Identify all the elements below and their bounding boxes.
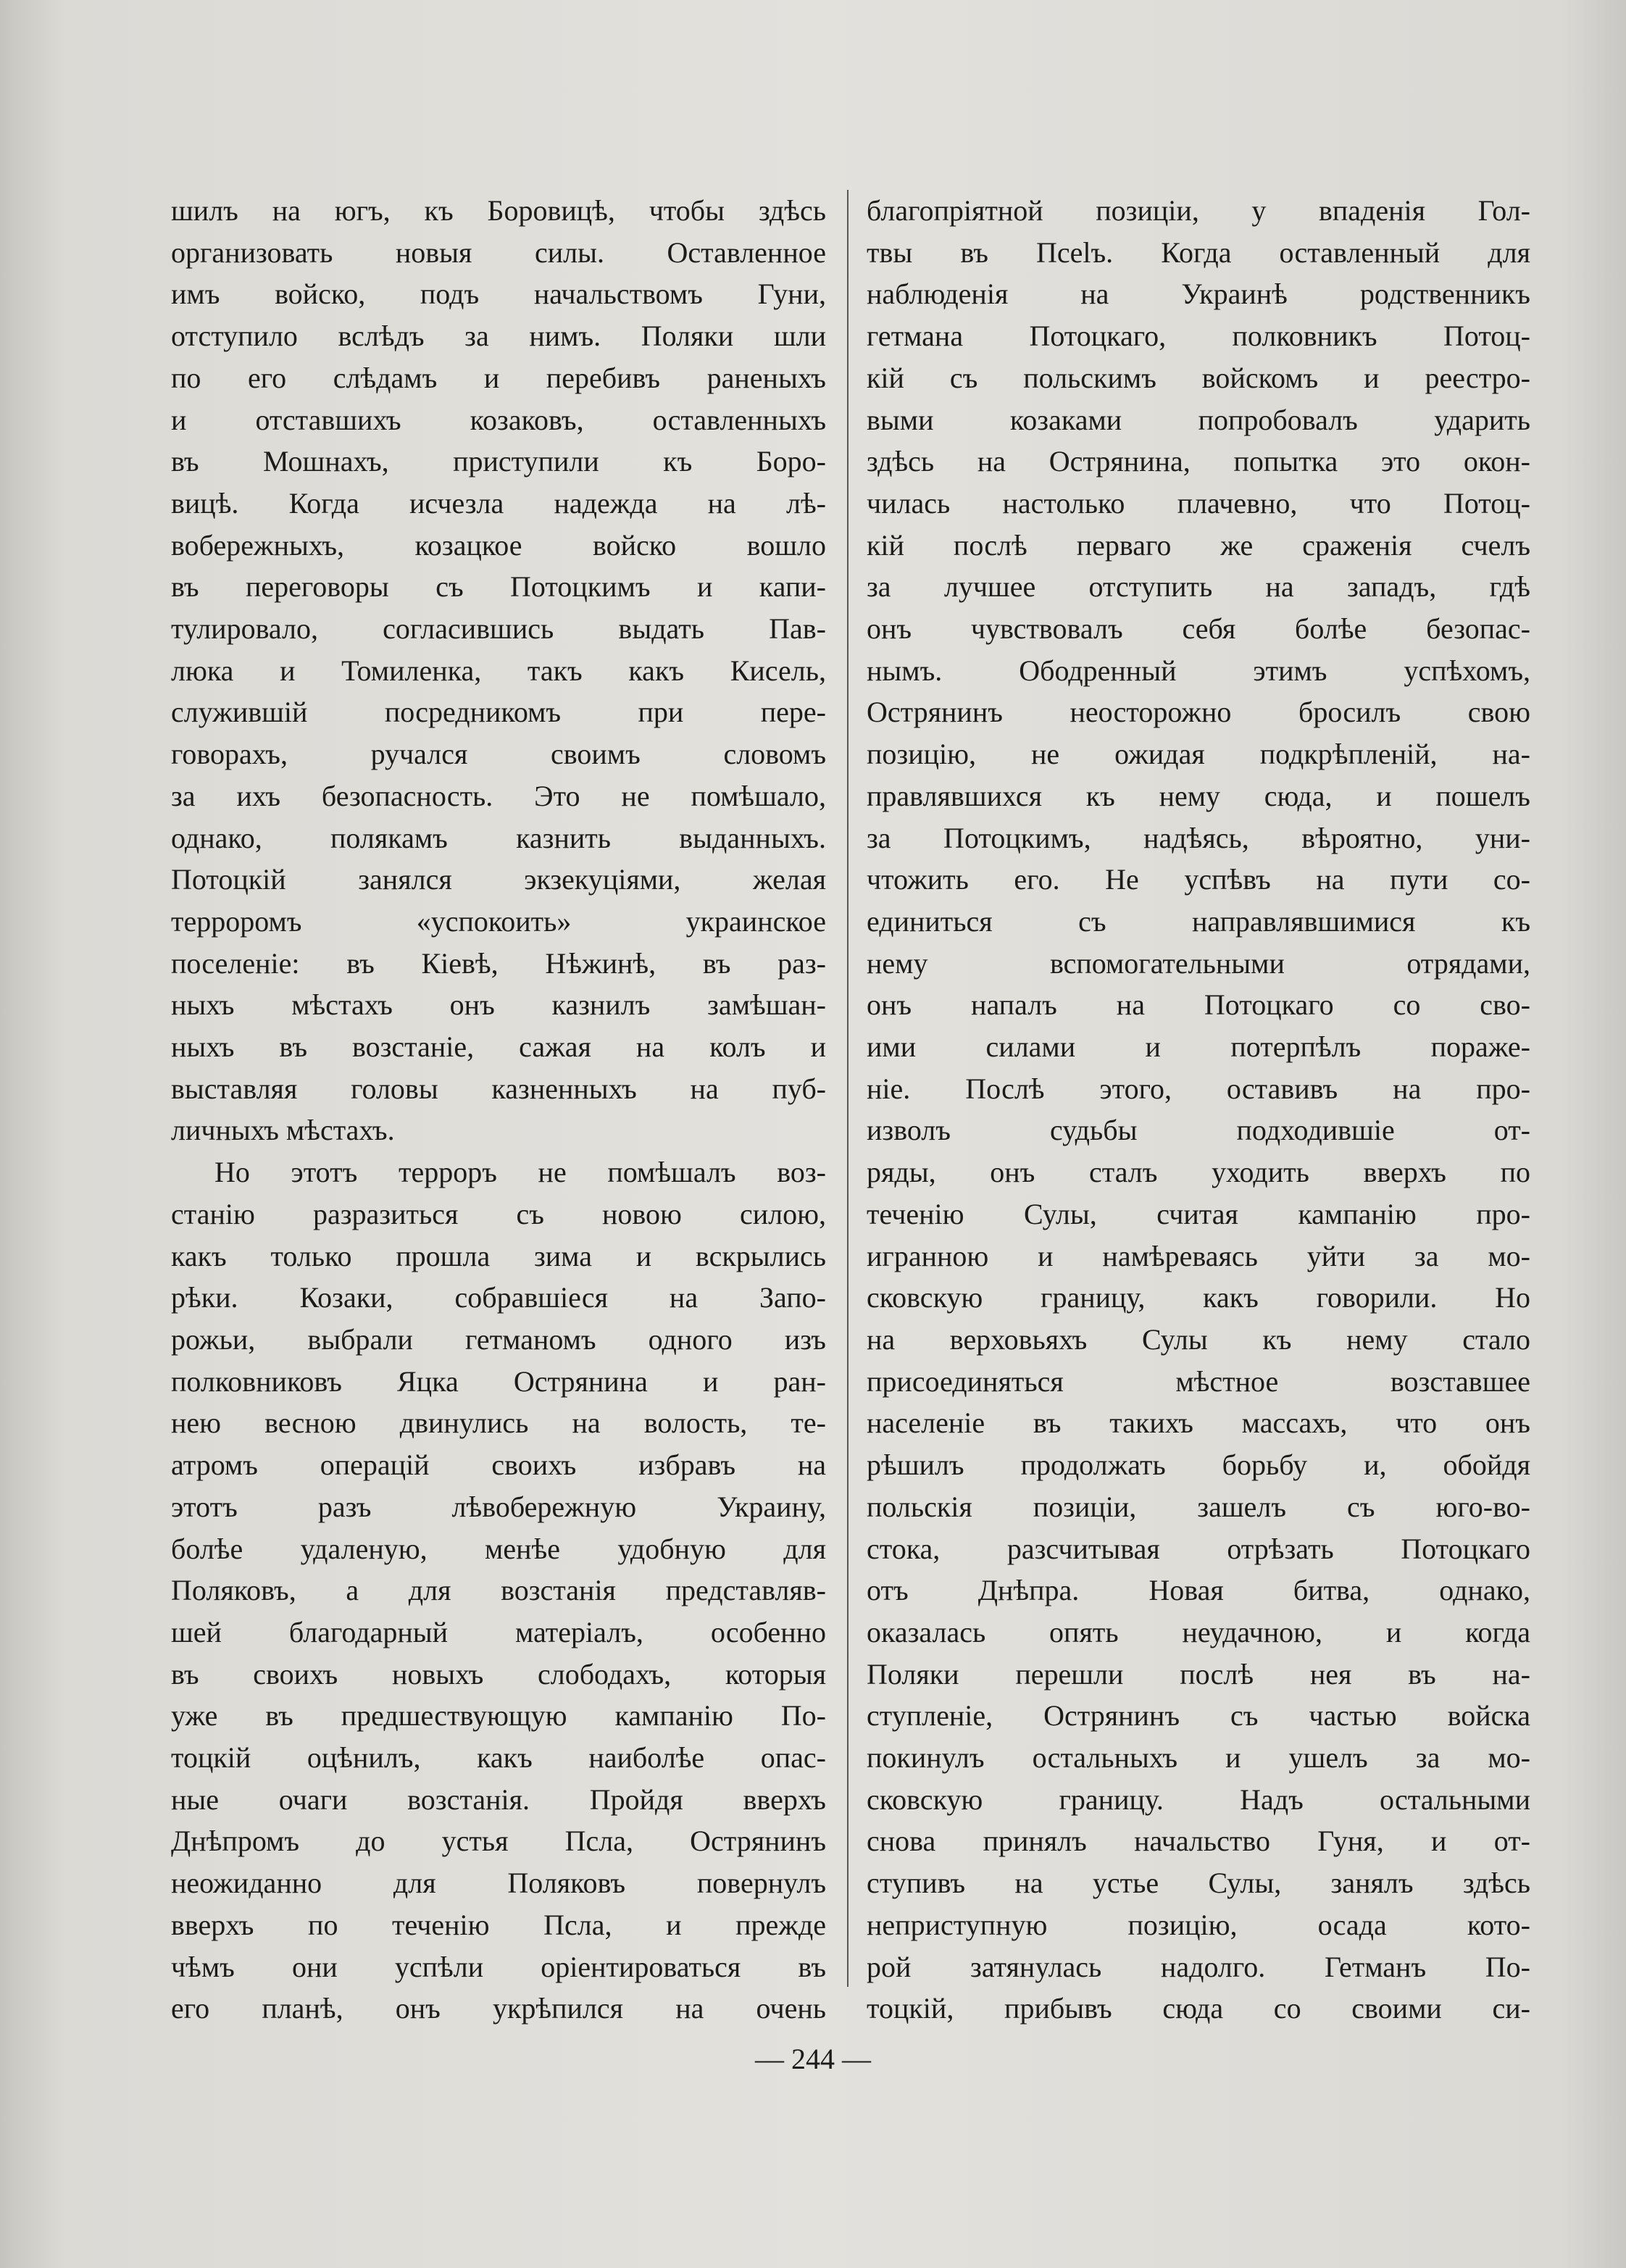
- text-line: Потоцкій занялся экзекуціями, желая: [171, 863, 826, 896]
- text-line: присоединяться мѣстное возставшее: [867, 1364, 1530, 1398]
- text-line: на верховьяхъ Сулы къ нему стало: [867, 1322, 1530, 1356]
- right-text-column: [867, 190, 1530, 2030]
- text-line: шилъ на югъ, къ Боровицѣ, чтобы здѣсь: [171, 194, 826, 227]
- text-line: Острянинъ неосторожно бросилъ свою: [867, 696, 1530, 729]
- text-line: тоцкій, прибывъ сюда со своими си-: [867, 1992, 1530, 2025]
- text-line: ныхъ въ возстаніе, сажая на колъ и: [171, 1030, 826, 1064]
- text-line: теченію Сулы, считая кампанію про-: [867, 1197, 1530, 1230]
- text-line: за лучшее отступить на западъ, гдѣ: [867, 570, 1530, 604]
- text-line: терроромъ «успокоить» украинское: [171, 904, 826, 938]
- text-line: за Потоцкимъ, надѣясь, вѣроятно, уни-: [867, 821, 1530, 854]
- text-line: кій съ польскимъ войскомъ и реестро-: [867, 361, 1530, 394]
- text-line: вицѣ. Когда исчезла надежда на лѣ-: [171, 486, 826, 520]
- text-line: полковниковъ Яцка Острянина и ран-: [171, 1364, 826, 1398]
- text-line: правлявшихся къ нему сюда, и пошелъ: [867, 779, 1530, 812]
- text-line: его планѣ, онъ укрѣпился на очень: [171, 1992, 826, 2025]
- text-line: и отставшихъ козаковъ, оставленныхъ: [171, 403, 826, 436]
- text-line: какъ только прошла зима и вскрылись: [171, 1239, 826, 1272]
- text-line: въ своихъ новыхъ слободахъ, которыя: [171, 1657, 826, 1690]
- text-line: чѣмъ они успѣли оріентироваться въ: [171, 1950, 826, 1983]
- text-line: наблюденія на Украинѣ родственникъ: [867, 278, 1530, 311]
- text-line: рожьи, выбрали гетманомъ одного изъ: [171, 1322, 826, 1356]
- text-line: ими силами и потерпѣлъ пораже-: [867, 1030, 1530, 1064]
- text-line: въ Мошнахъ, приступили къ Боро-: [171, 445, 826, 478]
- text-line: шей благодарный матеріалъ, особенно: [171, 1615, 826, 1648]
- text-line: польскія позиціи, зашелъ съ юго-во-: [867, 1490, 1530, 1523]
- text-line: Поляки перешли послѣ нея въ на-: [867, 1657, 1530, 1690]
- text-line: ступивъ на устье Сулы, занялъ здѣсь: [867, 1867, 1530, 1900]
- text-line: позицію, не ожидая подкрѣпленій, на-: [867, 738, 1530, 771]
- text-line: твы въ Псelъ. Когда оставленный для: [867, 235, 1530, 269]
- text-line: однако, полякамъ казнить выданныхъ.: [171, 821, 826, 854]
- text-line: Поляковъ, а для возстанія представляв-: [171, 1574, 826, 1607]
- text-line: онъ чувствовалъ себя болѣе безопас-: [867, 612, 1530, 646]
- text-line: личныхъ мѣстахъ.: [171, 1114, 395, 1147]
- text-line: выставляя головы казненныхъ на пуб-: [171, 1072, 826, 1105]
- text-line: нею весною двинулись на волость, те-: [171, 1406, 826, 1440]
- text-line: рѣшилъ продолжать борьбу и, обойдя: [867, 1448, 1530, 1482]
- text-line: чилась настолько плачевно, что Потоц-: [867, 486, 1530, 520]
- text-line: оказалась опять неудачною, и когда: [867, 1615, 1530, 1648]
- text-line: организовать новыя силы. Оставленное: [171, 235, 826, 269]
- text-line: игранною и намѣреваясь уйти за мо-: [867, 1239, 1530, 1272]
- text-line: тулировало, согласившись выдать Пав-: [171, 612, 826, 646]
- text-line: снова принялъ начальство Гуня, и от-: [867, 1825, 1530, 1858]
- text-line: неприступную позицію, осада кото-: [867, 1908, 1530, 1941]
- text-line: Но этотъ терроръ не помѣшалъ воз-: [214, 1156, 826, 1189]
- text-line: изволъ судьбы подходившіе от-: [867, 1114, 1530, 1147]
- text-line: вобережныхъ, козацкое войско вошло: [171, 528, 826, 562]
- text-line: поселеніе: въ Кіевѣ, Нѣжинѣ, въ раз-: [171, 946, 826, 980]
- text-line: вверхъ по теченію Псла, и прежде: [171, 1908, 826, 1941]
- text-line: населеніе въ такихъ массахъ, что онъ: [867, 1406, 1530, 1440]
- text-line: станію разразиться съ новою силою,: [171, 1197, 826, 1230]
- text-line: нему вспомогательными отрядами,: [867, 946, 1530, 980]
- text-line: здѣсь на Острянина, попытка это окон-: [867, 445, 1530, 478]
- text-line: чтожить его. Не успѣвъ на пути со-: [867, 863, 1530, 896]
- text-line: отъ Днѣпра. Новая битва, однако,: [867, 1574, 1530, 1607]
- text-line: служившій посредникомъ при пере-: [171, 696, 826, 729]
- left-text-column: [171, 190, 826, 2030]
- text-line: сковскую границу, какъ говорили. Но: [867, 1281, 1530, 1314]
- text-line: по его слѣдамъ и перебивъ раненыхъ: [171, 361, 826, 394]
- text-line: атромъ операцій своихъ избравъ на: [171, 1448, 826, 1482]
- text-line: уже въ предшествующую кампанію По-: [171, 1699, 826, 1733]
- text-line: покинулъ остальныхъ и ушелъ за мо-: [867, 1741, 1530, 1775]
- text-line: сковскую границу. Надъ остальными: [867, 1783, 1530, 1816]
- text-line: благопріятной позиціи, у впаденія Гол-: [867, 194, 1530, 227]
- text-line: ные очаги возстанія. Пройдя вверхъ: [171, 1783, 826, 1816]
- text-line: ніе. Послѣ этого, оставивъ на про-: [867, 1072, 1530, 1105]
- text-line: отступило вслѣдъ за нимъ. Поляки шли: [171, 320, 826, 353]
- text-line: единиться съ направлявшимися къ: [867, 904, 1530, 938]
- text-line: кій послѣ перваго же сраженія счелъ: [867, 528, 1530, 562]
- text-line: ныхъ мѣстахъ онъ казнилъ замѣшан-: [171, 988, 826, 1022]
- text-line: люка и Томиленка, такъ какъ Кисель,: [171, 654, 826, 687]
- text-line: Днѣпромъ до устья Псла, Острянинъ: [171, 1825, 826, 1858]
- text-line: рой затянулась надолго. Гетманъ По-: [867, 1950, 1530, 1983]
- text-line: тоцкій оцѣнилъ, какъ наиболѣе опас-: [171, 1741, 826, 1775]
- text-line: въ переговоры съ Потоцкимъ и капи-: [171, 570, 826, 604]
- text-line: нымъ. Ободренный этимъ успѣхомъ,: [867, 654, 1530, 687]
- text-line: стока, разсчитывая отрѣзать Потоцкаго: [867, 1532, 1530, 1565]
- text-line: выми козаками попробовалъ ударить: [867, 403, 1530, 436]
- text-line: ступленіе, Острянинъ съ частью войска: [867, 1699, 1530, 1733]
- text-line: неожиданно для Поляковъ повернулъ: [171, 1867, 826, 1900]
- text-line: говорахъ, ручался своимъ словомъ: [171, 738, 826, 771]
- text-line: онъ напалъ на Потоцкаго со сво-: [867, 988, 1530, 1022]
- text-line: гетмана Потоцкаго, полковникъ Потоц-: [867, 320, 1530, 353]
- text-line: за ихъ безопасность. Это не помѣшало,: [171, 779, 826, 812]
- text-line: болѣе удаленую, менѣе удобную для: [171, 1532, 826, 1565]
- column-divider: [847, 190, 849, 1987]
- text-line: рѣки. Козаки, собравшіеся на Запо-: [171, 1281, 826, 1314]
- text-line: ряды, онъ сталъ уходить вверхъ по: [867, 1156, 1530, 1189]
- text-line: этотъ разъ лѣвобережную Украину,: [171, 1490, 826, 1523]
- page-number: — 244 —: [755, 2043, 871, 2075]
- text-line: имъ войско, подъ начальствомъ Гуни,: [171, 278, 826, 311]
